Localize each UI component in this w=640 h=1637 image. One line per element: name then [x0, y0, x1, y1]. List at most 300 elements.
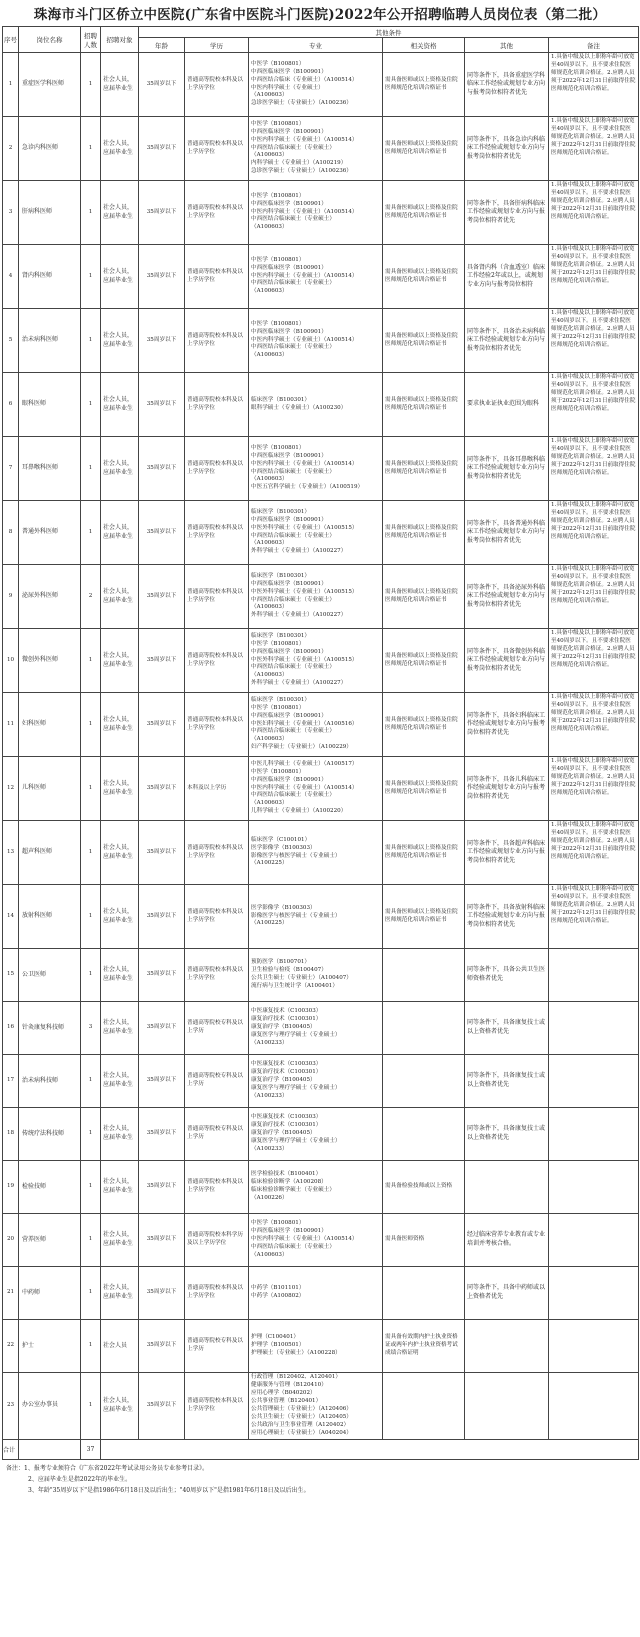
note-line: 2、应届毕业生是指2022年的毕业生。 — [28, 1475, 132, 1483]
table-row — [3, 1214, 639, 1267]
position-name: 儿科医师 — [19, 757, 81, 821]
major-item: （A100603） — [251, 672, 288, 679]
table-row — [3, 1055, 639, 1108]
major-item: 康复治疗学（B100405） — [251, 1024, 316, 1031]
major-item: （A100603） — [251, 476, 288, 483]
major-list — [249, 501, 383, 565]
remark: 1.具备中级及以上职称年龄可放宽至40周岁以下。且不要求住院医师规范化培训合格证。2.应聘人员须于2022年12月31日前取得住院医师规范化培训合格证。 — [549, 757, 639, 821]
other-requirement — [465, 1161, 549, 1214]
qualification: 需具备医师资格 — [383, 1214, 465, 1267]
position-name: 耳鼻喉科医师 — [19, 437, 81, 501]
major-item: 中医内科学硕士（专业硕士） — [251, 84, 324, 91]
header-no: 序号 — [3, 27, 19, 53]
major-item: 中西医临床医学（B100901） — [251, 68, 327, 75]
position-name: 治未病科技师 — [19, 1055, 81, 1108]
other-requirement: 同等条件下，具备儿科临床工作经验或规划专业方向与报考岗位相符者优先 — [465, 757, 549, 821]
row-number: 15 — [3, 949, 19, 1002]
major-list — [249, 821, 383, 885]
row-number: 8 — [3, 501, 19, 565]
age-requirement: 35周岁以下 — [139, 757, 185, 821]
remark — [549, 1267, 639, 1320]
education-requirement: 普通高等院校专科及以上学历 — [185, 1002, 249, 1055]
major-item: 康复治疗学（B100405） — [251, 1077, 316, 1084]
table-row — [3, 1267, 639, 1320]
hire-target: 社会人员，应届毕业生 — [101, 1267, 139, 1320]
hire-count: 1 — [81, 1267, 101, 1320]
remark: 1.具备中级及以上职称年龄可放宽至40周岁以下。且不要求住院医师规范化培训合格证。2.应聘人员须于2022年12月31日前取得住院医师规范化培训合格证。 — [549, 629, 639, 693]
remark: 1.具备中级及以上职称年龄可放宽至40周岁以下。且不要求住院医师规范化培训合格证。2.应聘人员须于2022年12月31日前取得住院医师规范化培训合格证。 — [549, 821, 639, 885]
major-item: 眼科学硕士（专业硕士）（A100230） — [251, 404, 347, 411]
hire-target: 社会人员，应届毕业生 — [101, 53, 139, 117]
major-item: （A100225） — [251, 920, 288, 927]
major-item: 中医康复技术（C100303） — [251, 1008, 322, 1015]
major-item: 临床医学（B100301） — [251, 572, 311, 579]
age-requirement: 35周岁以下 — [139, 1320, 185, 1373]
remark — [549, 1214, 639, 1267]
education-requirement: 普通高等院校本科及以上学历学位 — [185, 373, 249, 437]
position-name: 微创外科医师 — [19, 629, 81, 693]
qualification — [383, 1002, 465, 1055]
major-item: 中西医结合临床硕士（专业硕士） — [251, 344, 335, 351]
age-requirement: 35周岁以下 — [139, 117, 185, 181]
major-item: 中医内科学硕士（专业硕士）（A100514） — [251, 460, 358, 467]
remark: 1.具备中级及以上职称年龄可放宽至40周岁以下。且不要求住院医师规范化培训合格证。2.应聘人员须于2022年12月31日前取得住院医师规范化培训合格证。 — [549, 53, 639, 117]
major-item: 中医学（B100801） — [251, 1220, 305, 1227]
hire-count: 1 — [81, 437, 101, 501]
major-list — [249, 309, 383, 373]
major-list — [249, 757, 383, 821]
major-list — [249, 949, 383, 1002]
qualification: 需具备医师或以上资格及住院医师规范化培训合格证书 — [383, 693, 465, 757]
position-name: 重症医学科医师 — [19, 53, 81, 117]
major-item: 中西医临床医学（B100901） — [251, 452, 327, 459]
age-requirement: 35周岁以下 — [139, 181, 185, 245]
table-row — [3, 1373, 639, 1440]
education-requirement: 普通高等院校本科及以上学历学位 — [185, 245, 249, 309]
row-number: 17 — [3, 1055, 19, 1108]
hire-count: 1 — [81, 245, 101, 309]
major-item: （A100233） — [251, 1039, 288, 1046]
major-item: （A100603） — [251, 152, 288, 159]
hire-count: 1 — [81, 1055, 101, 1108]
row-number: 13 — [3, 821, 19, 885]
table-row — [3, 501, 639, 565]
header-qual: 相关资格 — [383, 38, 465, 53]
major-item: 护理（C100401） — [251, 1334, 300, 1341]
major-item: 中西医结合临床硕士（专业硕士） — [251, 728, 335, 735]
row-number: 14 — [3, 885, 19, 949]
row-number: 21 — [3, 1267, 19, 1320]
major-item: 应用心理硕士（专业硕士）（A040204） — [251, 1429, 352, 1436]
major-list — [249, 1320, 383, 1373]
major-item: 中医康复技术（C100303） — [251, 1061, 322, 1068]
table-row — [3, 821, 639, 885]
age-requirement: 35周岁以下 — [139, 1373, 185, 1440]
major-item: 公共管理硕士（专业硕士）（A120406） — [251, 1405, 352, 1412]
major-item: 中西医临床医学（B100901） — [251, 776, 327, 783]
education-requirement: 普通高等院校专科及以上学历 — [185, 1108, 249, 1161]
major-list — [249, 1108, 383, 1161]
qualification: 需具备医师或以上资格及住院医师规范化培训合格证书 — [383, 373, 465, 437]
hire-target: 社会人员，应届毕业生 — [101, 437, 139, 501]
other-requirement: 具备肾内科（含血透室）临床工作经验2年或以上，或规划专业方向与报考岗位相符 — [465, 245, 549, 309]
position-name: 护士 — [19, 1320, 81, 1373]
header-target: 招聘对象 — [101, 27, 139, 53]
header-misc: 其他 — [465, 38, 549, 53]
row-number: 18 — [3, 1108, 19, 1161]
hire-target: 社会人员，应届毕业生 — [101, 501, 139, 565]
table-row — [3, 437, 639, 501]
age-requirement: 35周岁以下 — [139, 693, 185, 757]
major-item: 中西医临床医学（B100901） — [251, 580, 327, 587]
age-requirement: 35周岁以下 — [139, 1214, 185, 1267]
major-item: 影像医学与核医学硕士（专业硕士） — [251, 912, 341, 919]
education-requirement: 普通高等院校本科及以上学历学位 — [185, 821, 249, 885]
major-item: 临床医学（B100301） — [251, 696, 311, 703]
education-requirement: 普通高等院校本科及以上学历学位 — [185, 117, 249, 181]
major-item: 外科学硕士（专业硕士）（A100227） — [251, 548, 347, 555]
table-body — [3, 53, 639, 1440]
other-requirement: 同等条件下，具备治未病科临床工作经验或规划专业方向与报考岗位相符者优先 — [465, 309, 549, 373]
remark — [549, 949, 639, 1002]
position-name: 营养医师 — [19, 1214, 81, 1267]
major-item: 临床医学（B100301） — [251, 508, 311, 515]
major-item: 中药学（A100802） — [251, 1293, 305, 1299]
major-item: 康复治疗技术（C100301） — [251, 1122, 322, 1129]
row-number: 5 — [3, 309, 19, 373]
major-list — [249, 245, 383, 309]
qualification: 需具备医师或以上资格及住院医师规范化培训合格证书 — [383, 437, 465, 501]
major-item: 中西医临床医学（B100901） — [251, 516, 327, 523]
hire-target: 社会人员，应届毕业生 — [101, 821, 139, 885]
position-name: 普通外科医师 — [19, 501, 81, 565]
major-item: （A100226） — [251, 1194, 288, 1201]
major-item: 内科学硕士（专业硕士）（A100219） — [251, 160, 347, 167]
major-list — [249, 1161, 383, 1214]
major-item: 影像医学与核医学硕士（专业硕士） — [251, 852, 341, 859]
major-item: 中医学（B100801） — [251, 60, 305, 67]
qualification: 需具备医师或以上资格及住院医师规范化培训合格证书 — [383, 885, 465, 949]
major-item: （A100603） — [251, 736, 288, 743]
education-requirement: 普通高等院校本科及以上学历学位 — [185, 53, 249, 117]
major-item: 中医五官科学硕士（专业硕士）（A100519） — [251, 484, 364, 491]
major-item: 儿科学硕士（专业硕士）（A100220） — [251, 808, 347, 815]
position-name: 公卫医师 — [19, 949, 81, 1002]
major-item: 中医外科学硕士（专业硕士）（A100515） — [251, 524, 358, 531]
remark: 1.具备中级及以上职称年龄可放宽至40周岁以下。且不要求住院医师规范化培训合格证。2.应聘人员须于2022年12月31日前取得住院医师规范化培训合格证。 — [549, 437, 639, 501]
major-item: 中西医结合临床硕士（专业硕士） — [251, 280, 335, 287]
remark: 1.具备中级及以上职称年龄可放宽至40周岁以下。且不要求住院医师规范化培训合格证。2.应聘人员须于2022年12月31日前取得住院医师规范化培训合格证。 — [549, 693, 639, 757]
total-label: 合计 — [3, 1439, 19, 1459]
row-number: 23 — [3, 1373, 19, 1440]
row-number: 7 — [3, 437, 19, 501]
header-major: 专业 — [249, 38, 383, 53]
major-item: 中西医临床医学（B100901） — [251, 328, 327, 335]
major-item: 临床医学（C100101） — [251, 836, 311, 843]
major-item: 中西医结合临床硕士（专业硕士） — [251, 216, 335, 223]
hire-count: 1 — [81, 181, 101, 245]
education-requirement: 普通高等院校本科及以上学历学位 — [185, 437, 249, 501]
education-requirement: 普通高等院校本科及以上学历学位 — [185, 1267, 249, 1320]
hire-target: 社会人员，应届毕业生 — [101, 1161, 139, 1214]
hire-target: 社会人员，应届毕业生 — [101, 757, 139, 821]
hire-count: 1 — [81, 1373, 101, 1440]
major-list — [249, 1214, 383, 1267]
major-item: 康复医学与理疗学硕士（专业硕士） — [251, 1137, 341, 1144]
education-requirement: 普通高等院校本科及以上学历学位 — [185, 1373, 249, 1440]
age-requirement: 35周岁以下 — [139, 373, 185, 437]
age-requirement: 35周岁以下 — [139, 885, 185, 949]
major-item: 中西医临床医学（B100901） — [251, 200, 327, 207]
age-requirement: 35周岁以下 — [139, 1055, 185, 1108]
major-item: 中西医结合临床硕士（专业硕士） — [251, 664, 335, 671]
other-requirement — [465, 1320, 549, 1373]
qualification: 需具备医师或以上资格及住院医师规范化培训合格证书 — [383, 821, 465, 885]
row-number: 22 — [3, 1320, 19, 1373]
major-list — [249, 117, 383, 181]
remark — [549, 1320, 639, 1373]
remark: 1.具备中级及以上职称年龄可放宽至40周岁以下。且不要求住院医师规范化培训合格证。2.应聘人员须于2022年12月31日前取得住院医师规范化培训合格证。 — [549, 501, 639, 565]
position-name: 放射科医师 — [19, 885, 81, 949]
major-list — [249, 1267, 383, 1320]
table-row — [3, 373, 639, 437]
position-name: 针灸康复科技师 — [19, 1002, 81, 1055]
hire-target: 社会人员，应届毕业生 — [101, 1373, 139, 1440]
hire-count: 1 — [81, 821, 101, 885]
major-item: 中医内科学硕士（专业硕士）（A100514） — [251, 336, 358, 343]
education-requirement: 普通高等院校本科学历及以上学历学位 — [185, 1214, 249, 1267]
major-list — [249, 565, 383, 629]
major-item: 中医康复技术（C100303） — [251, 1114, 322, 1121]
age-requirement: 35周岁以下 — [139, 1161, 185, 1214]
major-item: 中医内科学硕士（专业硕士）（A100514） — [251, 136, 358, 143]
major-item: 康复治疗学（B100405） — [251, 1130, 316, 1137]
total-row — [3, 1439, 639, 1459]
qualification: 需具备医师或以上资格及住院医师规范化培训合格证书 — [383, 245, 465, 309]
other-requirement: 同等条件下，具备微创外科临床工作经验或规划专业方向与报考岗位相符者优先 — [465, 629, 549, 693]
education-requirement: 普通高等院校专科及以上学历 — [185, 1320, 249, 1373]
major-list — [249, 1002, 383, 1055]
hire-target: 社会人员，应届毕业生 — [101, 1214, 139, 1267]
row-number: 3 — [3, 181, 19, 245]
page-title: 珠海市斗门区侨立中医院(广东省中医院斗门医院)2022年公开招聘临聘人员岗位表（第二批） — [33, 7, 607, 23]
hire-count: 1 — [81, 757, 101, 821]
major-item: 中西医临床医学（B100901） — [251, 1228, 327, 1235]
header-other: 其他条件 — [139, 27, 639, 38]
major-item: 中西医临床医学（B100901） — [251, 128, 327, 135]
major-item: 外科学硕士（专业硕士）（A100227） — [251, 612, 347, 619]
total-value: 37 — [81, 1439, 101, 1459]
remark — [549, 1161, 639, 1214]
major-item: （A100233） — [251, 1092, 288, 1099]
major-item: 行政管理（B120402、A120401） — [251, 1374, 342, 1380]
other-requirement: 同等条件下，具备妇科临床工作经验或规划专业方向与报考岗位相符者优先 — [465, 693, 549, 757]
qualification: 需具备医师或以上资格及住院医师规范化培训合格证书 — [383, 309, 465, 373]
position-name: 肾内科医师 — [19, 245, 81, 309]
row-number: 6 — [3, 373, 19, 437]
major-list — [249, 629, 383, 693]
other-requirement: 同等条件下，具备康复技士或以上资格者优先 — [465, 1108, 549, 1161]
hire-count: 1 — [81, 309, 101, 373]
qualification: 需具备医师或以上资格及住院医师规范化培训合格证书 — [383, 501, 465, 565]
major-item: 中西医结合临床硕士（专业硕士） — [251, 596, 335, 603]
education-requirement: 普通高等院校本科及以上学历学位 — [185, 565, 249, 629]
age-requirement: 35周岁以下 — [139, 565, 185, 629]
major-item: 中医外科学硕士（专业硕士）（A100515） — [251, 588, 358, 595]
major-item: （A100603） — [251, 604, 288, 611]
position-name: 传统疗法科技师 — [19, 1108, 81, 1161]
major-item: 临床检验诊断学（A100208） — [251, 1179, 327, 1186]
qualification — [383, 1055, 465, 1108]
major-item: 中西医结合临床（专业硕士）（A100514） — [251, 76, 358, 83]
major-item: 公共政治与卫生事业管理（A120402） — [251, 1421, 350, 1428]
major-item: 急诊医学硕士（专业硕士）（A100236） — [251, 100, 352, 107]
table-row — [3, 245, 639, 309]
remark — [549, 1108, 639, 1161]
remark — [549, 1055, 639, 1108]
qualification — [383, 949, 465, 1002]
major-item: 医学影像学（B100303） — [251, 844, 316, 851]
other-requirement: 同等条件下，具备急诊内科临床工作经验或规划专业方向与报考岗位相符者优先 — [465, 117, 549, 181]
major-item: 中医儿科学硕士（专业硕士）（A100517） — [251, 760, 358, 767]
remark: 1.具备中级及以上职称年龄可放宽至40周岁以下。且不要求住院医师规范化培训合格证。2.应聘人员须于2022年12月31日前取得住院医师规范化培训合格证。 — [549, 885, 639, 949]
row-number: 1 — [3, 53, 19, 117]
major-item: （A100603） — [251, 224, 288, 231]
major-list — [249, 1055, 383, 1108]
other-requirement: 要求执业证执业范围为眼科 — [465, 373, 549, 437]
education-requirement: 普通高等院校本科及以上学历学位 — [185, 693, 249, 757]
remark: 1.具备中级及以上职称年龄可放宽至40周岁以下。且不要求住院医师规范化培训合格证。2.应聘人员须于2022年12月31日前取得住院医师规范化培训合格证。 — [549, 309, 639, 373]
major-item: 中西医临床医学（B100901） — [251, 264, 327, 271]
hire-target: 社会人员，应届毕业生 — [101, 1108, 139, 1161]
row-number: 12 — [3, 757, 19, 821]
major-item: 临床医学（B100301） — [251, 632, 311, 639]
hire-count: 1 — [81, 373, 101, 437]
education-requirement: 普通高等院校本科及以上学历学位 — [185, 885, 249, 949]
major-item: 应用心理学（B040202） — [251, 1389, 316, 1396]
other-requirement: 同等条件下，具备放射科临床工作经验或规划专业方向与报考岗位相符者优先 — [465, 885, 549, 949]
row-number: 4 — [3, 245, 19, 309]
table-row — [3, 693, 639, 757]
hire-target: 社会人员，应届毕业生 — [101, 565, 139, 629]
qualification: 需具备检验技师或以上资格 — [383, 1161, 465, 1214]
age-requirement: 35周岁以下 — [139, 1002, 185, 1055]
major-item: 中医学（B100801） — [251, 444, 305, 451]
major-item: （A100603） — [251, 92, 288, 99]
education-requirement: 普通高等院校本科及以上学历学位 — [185, 629, 249, 693]
major-item: 公共卫生硕士（专业硕士）（A100407） — [251, 975, 352, 981]
header-name: 岗位名称 — [19, 27, 81, 53]
major-list — [249, 885, 383, 949]
major-item: 中医学（B100801） — [251, 120, 305, 127]
hire-target: 社会人员 — [101, 1320, 139, 1373]
other-requirement: 同等条件下，具备耳鼻喉科临床工作经验或规划专业方向与报考岗位相符者优先 — [465, 437, 549, 501]
remark — [549, 1002, 639, 1055]
education-requirement: 普通高等院校本科及以上学历学位 — [185, 1161, 249, 1214]
other-requirement: 同等条件下，具备超声科临床工作经验或规划专业方向与报考岗位相符者优先 — [465, 821, 549, 885]
hire-count: 1 — [81, 53, 101, 117]
major-item: 中医学（B100801） — [251, 640, 305, 647]
education-requirement: 普通高等院校本科及以上学历学位 — [185, 309, 249, 373]
major-list — [249, 53, 383, 117]
major-item: 健康服务与管理（B120410） — [251, 1381, 327, 1388]
major-list — [249, 693, 383, 757]
major-item: 流行病与卫生统计学（A100401） — [251, 982, 338, 989]
other-requirement: 同等条件下，具备肝病科临床工作经验或规划专业方向与报考岗位相符者优先 — [465, 181, 549, 245]
row-number: 20 — [3, 1214, 19, 1267]
hire-count: 1 — [81, 885, 101, 949]
major-item: 中西医结合临床硕士（专业硕士） — [251, 532, 335, 539]
major-item: 康复医学与理疗学硕士（专业硕士） — [251, 1031, 341, 1038]
table-row — [3, 1161, 639, 1214]
age-requirement: 35周岁以下 — [139, 949, 185, 1002]
hire-count: 1 — [81, 629, 101, 693]
header-row-1 — [3, 27, 639, 38]
total-empty — [19, 1439, 81, 1459]
major-item: （A100603） — [251, 800, 288, 807]
major-item: 临床检验诊断学硕士（专业硕士） — [251, 1187, 335, 1193]
table-row — [3, 1108, 639, 1161]
qualification: 需具备医师或以上资格及住院医师规范化培训合格证书 — [383, 565, 465, 629]
table-row — [3, 1002, 639, 1055]
table-row — [3, 1320, 639, 1373]
major-item: 妇产科学硕士（专业硕士）（A100229） — [251, 744, 352, 751]
age-requirement: 35周岁以下 — [139, 53, 185, 117]
major-item: 中西医临床医学（B100901） — [251, 712, 327, 719]
position-name: 中药师 — [19, 1267, 81, 1320]
major-item: 中西医结合临床硕士（专业硕士） — [251, 144, 335, 151]
education-requirement: 普通高等院校本科及以上学历学位 — [185, 181, 249, 245]
hire-count: 1 — [81, 1214, 101, 1267]
age-requirement: 35周岁以下 — [139, 821, 185, 885]
remark — [549, 1373, 639, 1440]
age-requirement: 35周岁以下 — [139, 1108, 185, 1161]
position-name: 检验技师 — [19, 1161, 81, 1214]
major-item: （A100603） — [251, 540, 288, 547]
table-row — [3, 757, 639, 821]
remark: 1.具备中级及以上职称年龄可放宽至40周岁以下。且不要求住院医师规范化培训合格证。2.应聘人员须于2022年12月31日前取得住院医师规范化培训合格证。 — [549, 117, 639, 181]
qualification — [383, 1108, 465, 1161]
qualification: 需具备医师或以上资格及住院医师规范化培训合格证书 — [383, 757, 465, 821]
hire-target: 社会人员，应届毕业生 — [101, 245, 139, 309]
other-requirement: 同等条件下，具备重症医学科临床工作经验或规划专业方向与报考岗位相符者优先 — [465, 53, 549, 117]
major-item: 卫生检验与检疫（B100407） — [251, 967, 327, 974]
table-row — [3, 949, 639, 1002]
other-requirement: 同等条件下，具备公共卫生医师资格者优先 — [465, 949, 549, 1002]
major-item: （A100603） — [251, 1251, 288, 1258]
major-item: （A100603） — [251, 352, 288, 359]
education-requirement: 本科及以上学历 — [185, 757, 249, 821]
hire-target: 社会人员，应届毕业生 — [101, 693, 139, 757]
table-row — [3, 117, 639, 181]
hire-target: 社会人员，应届毕业生 — [101, 373, 139, 437]
major-item: 中药学（B101101） — [251, 1285, 305, 1292]
major-item: 中医外科学硕士（专业硕士）（A100515） — [251, 656, 358, 663]
major-item: 预防医学（B100701） — [251, 959, 311, 966]
header-age: 年龄 — [139, 38, 185, 53]
qualification — [383, 1267, 465, 1320]
position-name: 办公室办事员 — [19, 1373, 81, 1440]
total-fill — [101, 1439, 639, 1459]
major-item: 护理学（B100501） — [251, 1342, 305, 1349]
major-item: 中西医结合临床硕士（专业硕士） — [251, 1243, 335, 1250]
header-num: 招聘人数 — [81, 27, 101, 53]
position-name: 急诊内科医师 — [19, 117, 81, 181]
header-remark: 备注 — [549, 38, 639, 53]
age-requirement: 35周岁以下 — [139, 245, 185, 309]
major-list — [249, 181, 383, 245]
other-requirement: 同等条件下，具备普通外科临床工作经验或规划专业方向与报考岗位相符者优先 — [465, 501, 549, 565]
